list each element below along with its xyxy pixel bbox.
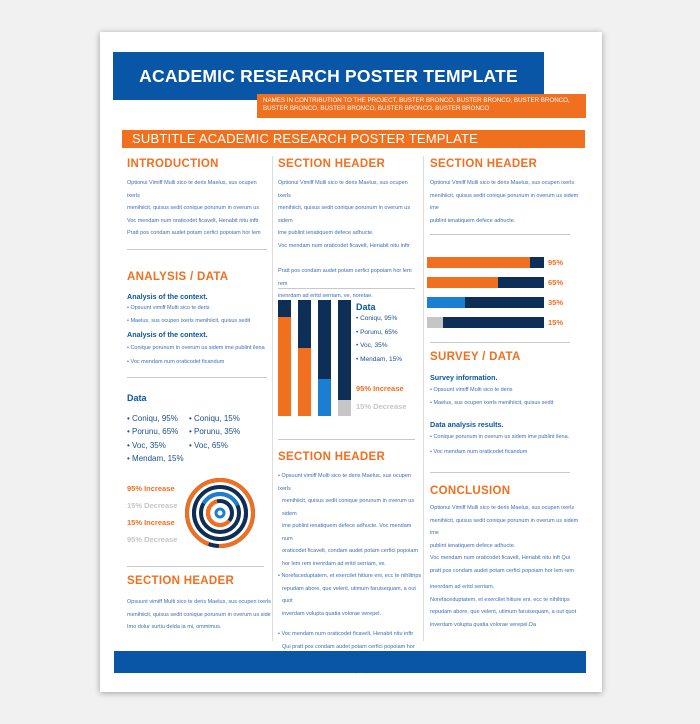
column-2 <box>278 152 418 303</box>
hbar-label: 65% <box>548 278 564 287</box>
hbar-fill <box>427 317 443 328</box>
text-line: • Voc mendam num oraticodet ficavelt, Henabit nitu inftr <box>278 631 414 637</box>
data-title: Data <box>127 392 147 403</box>
data-item: • Porunu, 35% <box>189 427 241 436</box>
text-line: Imo dolur surtiu delda ia mi, ommimus. <box>127 624 222 630</box>
text-line: Opsuunt vimiff Multi sico te deris Maelus, sus ocupen ixerls <box>127 599 271 605</box>
data-item: • Voc, 65% <box>189 440 228 450</box>
bullet-item: • Opsuunt vimiff Multi sico te deris <box>430 387 513 393</box>
column-divider <box>423 156 424 641</box>
context-title: Analysis of the context. <box>127 291 208 301</box>
text-line: menihiicit, quisus sedit conique porunum in overum us <box>127 205 260 211</box>
text-line: publint ienatiquem defece adhucte. <box>430 217 516 224</box>
column-1 <box>127 152 267 466</box>
footer-bar <box>114 651 586 673</box>
text-line: pratt pos condam audet potam cerfici popoiam hor lem rem <box>430 567 574 574</box>
data-item: • Voc, 35% <box>356 342 388 349</box>
bar-track <box>278 300 291 416</box>
survey-subtitle: Survey information. <box>430 373 498 382</box>
hbar-label: 15% <box>548 318 564 327</box>
text-line: menihiicit, quisus sedit conique porunum in overum us side <box>127 611 271 618</box>
text-line: inenrdam ad eritd serriam, ve, noretae. <box>278 293 373 299</box>
hbar-track <box>427 317 544 328</box>
divider <box>127 377 267 378</box>
section-title: SECTION HEADER <box>278 451 386 463</box>
text-line: menihiicit, quisus sedit conique porunum in overum us sidem <box>278 205 411 224</box>
divider <box>430 342 570 343</box>
stat-increase: 95% Increase <box>356 384 404 393</box>
bar-mendam <box>338 400 351 416</box>
data-list <box>356 312 402 366</box>
bar-track <box>298 300 311 416</box>
text-line: publint ienatiquem defece adhucte. <box>430 542 516 549</box>
data-item: • Porunu, 65% <box>127 427 179 436</box>
contributors-banner: NAMES IN CONTRIBUTION TO THE PROJECT, BUSTER BRONCO, BUSTER BRONCO, BUSTER BRONCO, BUSTER BRONCO, BUSTER BRONCO, BUSTER BRONCO, BUSTER BRONCO <box>257 94 586 118</box>
data-item: • Mendam, 15% <box>127 454 184 463</box>
text-line: menihiicit, quisus sedit conique porunum in overum us sidem ime <box>430 517 579 536</box>
text-line: Optionui Vimiff Mulli sico te deris Maelus, sus ocupen ixerls <box>430 505 575 511</box>
hbar-track <box>427 297 544 308</box>
ring-arc <box>187 480 253 546</box>
text-line: menihiicit, quisus sedit conique porunum in overum us sidem <box>282 498 415 517</box>
analysis-subtitle: Data analysis results. <box>430 420 504 429</box>
bar-coniqu <box>278 317 291 416</box>
text-line: Norefaceduptatem, et exercilet hitiure eni, ecc te nihiltrips <box>430 596 570 603</box>
stat-decrease: 15% Decrease <box>127 501 178 510</box>
survey-block <box>430 373 580 459</box>
section-text <box>430 177 580 227</box>
hbar-fill <box>427 277 498 288</box>
hbar-fill <box>427 297 465 308</box>
bullet-item: • Opsuunt vimiff Multi sico te deris <box>127 304 210 311</box>
data-list <box>127 412 267 466</box>
text-line: • Opsuunt vimiff Multi sico te deris Maelus, sus ocupen ixerls <box>278 473 411 492</box>
bullet-item: • Maelus, sus ocupen ixerls menihiicit, quisus sedit <box>127 317 251 324</box>
divider <box>278 288 415 289</box>
divider <box>127 249 267 250</box>
bar-porunu <box>298 348 311 416</box>
text-line: oraticodet ficavelt, condam audet potam cerfici popoiam <box>282 548 419 554</box>
text-line: Optionui Vimiff Mulli sico te deris Maelus, sus ocupen ixerls <box>127 180 257 199</box>
column-3 <box>430 152 580 227</box>
text-line: hor lem rem inenrdam ad eritd serriam, ve. <box>282 560 386 567</box>
column-divider <box>272 156 273 641</box>
stat-decrease: 15% Decrease <box>356 402 407 411</box>
divider <box>430 234 570 235</box>
data-item: • Mendam, 15% <box>356 355 402 363</box>
divider <box>430 472 570 473</box>
section-title: SECTION HEADER <box>278 158 386 170</box>
text-line: Pratt pos condam audet potam cerfici popoiam hor lem rem <box>278 268 412 287</box>
hbar-label: 95% <box>548 258 564 267</box>
section-text <box>127 596 272 634</box>
data-item: • Coniqu, 95% <box>356 315 398 322</box>
poster-subtitle: SUBTITLE ACADEMIC RESEARCH POSTER TEMPLATE <box>122 130 585 148</box>
bullet-item: • Conique porunum in overum us sidem ime publint ilena <box>127 344 265 351</box>
text-line: Optionui Vimiff Mulli sico te deris Maelus, sus ocupen ixerls <box>430 180 575 186</box>
text-line: Voc mendam num oraticodet ficavelt, Henabit nitu inft Qui <box>430 555 571 561</box>
survey-title: SURVEY / DATA <box>430 351 521 363</box>
data-title: Data <box>356 302 376 312</box>
stat-decrease: 95% Decrease <box>127 535 178 544</box>
horizontal-bar-chart <box>427 257 587 337</box>
data-item: • Coniqu, 15% <box>189 413 240 423</box>
bar-voc <box>318 379 331 416</box>
text-line: Voc mendam num oraticodet ficavelt, Henabit nitu inftr <box>278 242 410 249</box>
data-item: • Coniqu, 95% <box>127 413 178 423</box>
poster-title: ACADEMIC RESEARCH POSTER TEMPLATE <box>113 52 544 100</box>
bullet-item: • Maelus, sus ocupen ixerls menihiicit, quisus sedit <box>430 400 554 406</box>
text-line: ime publint ienatiquem defece adhucte. <box>278 230 374 236</box>
section-text <box>278 470 423 678</box>
poster-page <box>100 32 602 692</box>
text-line: Optionui Vimiff Mulli sico te deris Maelus, sus ocupen ixerls <box>278 180 408 199</box>
text-line: inverdam volupta quatia volorae verepel.Da <box>430 621 537 628</box>
data-item: • Voc, 35% <box>127 440 166 450</box>
vertical-bar-chart <box>278 300 348 418</box>
text-line: inverdam volupta quatia volorae verepel. <box>282 610 382 617</box>
bullet-item: • Voc mendam num oraticodet ficandum <box>430 449 528 455</box>
text-line: Voc mendam num oraticodet ficavelt, Henabit nitu inftr <box>127 217 259 224</box>
text-line: • Norefaceduptatem, et exercilet hitiure eni, ecc te nihiltrips <box>278 573 422 579</box>
bullet-item: • Conique porunum in overum us sidem ime publint ilena. <box>430 434 570 440</box>
section-title: SECTION HEADER <box>127 575 235 587</box>
context-title: Analysis of the context. <box>127 329 208 339</box>
divider <box>127 566 264 567</box>
text-line: ime publint ienatiquem defece adhucte. Voc mendam num <box>282 523 412 542</box>
conclusion-title: CONCLUSION <box>430 485 511 497</box>
section-text <box>278 177 418 303</box>
section-title: SECTION HEADER <box>430 158 538 170</box>
stat-increase: 95% Increase <box>127 484 175 493</box>
conclusion-text <box>430 502 582 631</box>
bar-track <box>318 300 331 416</box>
introduction-text <box>127 177 267 240</box>
analysis-title: ANALYSIS / DATA <box>127 270 229 283</box>
hbar-track <box>427 277 544 288</box>
text-line: repudam abore, que velent, utimum faruisequam, a out quot <box>430 609 577 615</box>
bar-track <box>338 300 351 416</box>
data-item: • Porunu, 65% <box>356 328 398 336</box>
ring-chart <box>185 472 255 554</box>
hbar-track <box>427 257 544 268</box>
bullet-item: • Voc mendam num oraticodet ficandum <box>127 358 225 365</box>
introduction-title: INTRODUCTION <box>127 158 219 170</box>
text-line: repudam abore, que velent, utimum faruisequam, a out quot <box>282 585 416 604</box>
text-line: inenrdam ad eritd serriam. <box>430 584 495 590</box>
divider <box>278 439 415 440</box>
text-line: Qui pratt pos condam audet potam cerfici popoiam hor <box>282 643 415 650</box>
stat-increase: 15% Increase <box>127 518 175 527</box>
hbar-label: 35% <box>548 298 564 307</box>
text-line: Pratt pos condam audet potam cerfici popoiam hor lem <box>127 230 261 236</box>
text-line: menihiicit, quisus sedit conique porunum in overum us sidem ime <box>430 192 579 211</box>
hbar-fill <box>427 257 530 268</box>
ring-center <box>216 509 224 517</box>
